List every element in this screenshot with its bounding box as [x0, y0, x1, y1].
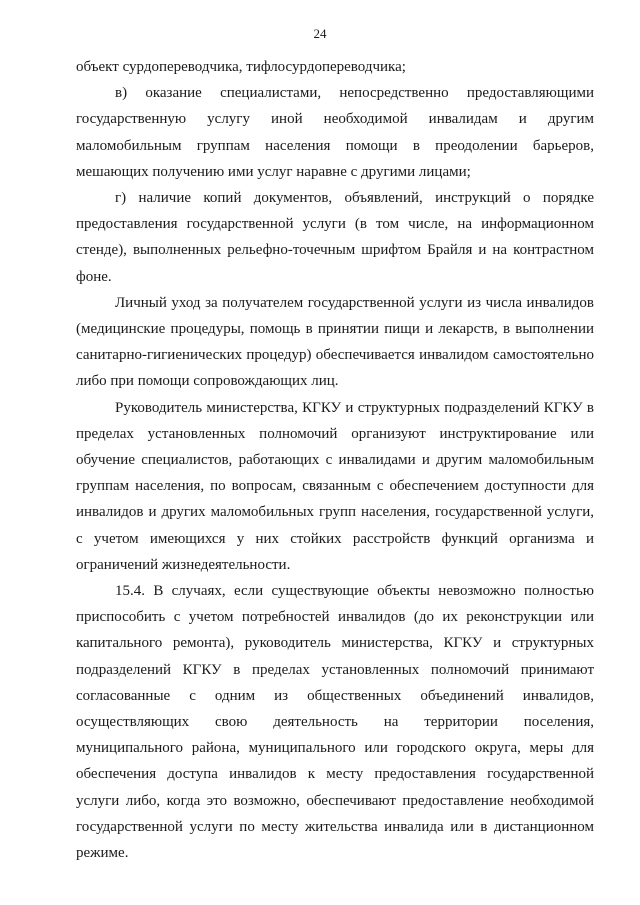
page-number: 24 [313, 26, 327, 41]
paragraph-item-g: г) наличие копий документов, объявлений, инструкций о порядке предоставления государственной услуги (в том числе, на информационном стенде), выполненных рельефно-точечным шрифтом Брайля и на контрастном фоне. [76, 190, 594, 285]
paragraph-continuation: объект сурдопереводчика, тифлосурдопереводчика; [76, 59, 406, 75]
paragraph-personal-care: Личный уход за получателем государственной услуги из числа инвалидов (медицинские процедуры, помощь в принятии пищи и лекарств, в выполнении санитарно-гигиенических процедур) обеспечивается инвалидом самостоятельно либо при помощи сопровождающих лиц. [76, 294, 594, 390]
paragraph-section-15-4: 15.4. В случаях, если существующие объекты невозможно полностью приспособить с учетом потребностей инвалидов (до их реконструкции или капитального ремонта), руководитель министерства, КГКУ и структурных подразделений КГКУ в пределах установленных полномочий принимают согласованные с одним из общественных объединений инвалидов, осуществляющих свою деятельность на территории поселения, муниципального района, муниципального или городского округа, меры для обеспечения доступа инвалидов к месту предоставления государственной услуги либо, когда это возможно, обеспечивают предоставление необходимой государственной услуги по месту жительства инвалида или в дистанционном режиме. [76, 583, 594, 862]
paragraph-item-v: в) оказание специалистами, непосредственно предоставляющими государственную услугу иной необходимой инвалидам и другим маломобильным группам населения помощи в преодолении барьеров, мешающих получению ими услуг наравне с другими лицами; [76, 85, 594, 180]
paragraph-staff-instruction: Руководитель министерства, КГКУ и структурных подразделений КГКУ в пределах установленных полномочий организуют инструктирование или обучение специалистов, работающих с инвалидами и другим маломобильным группам населения, по вопросам, связанным с обеспечением доступности для инвалидов и других маломобильных групп населения, государственной услуги, с учетом имеющихся у них стойких расстройств функций организма и ограничений жизнедеятельности. [76, 399, 594, 573]
document-body [76, 54, 594, 866]
